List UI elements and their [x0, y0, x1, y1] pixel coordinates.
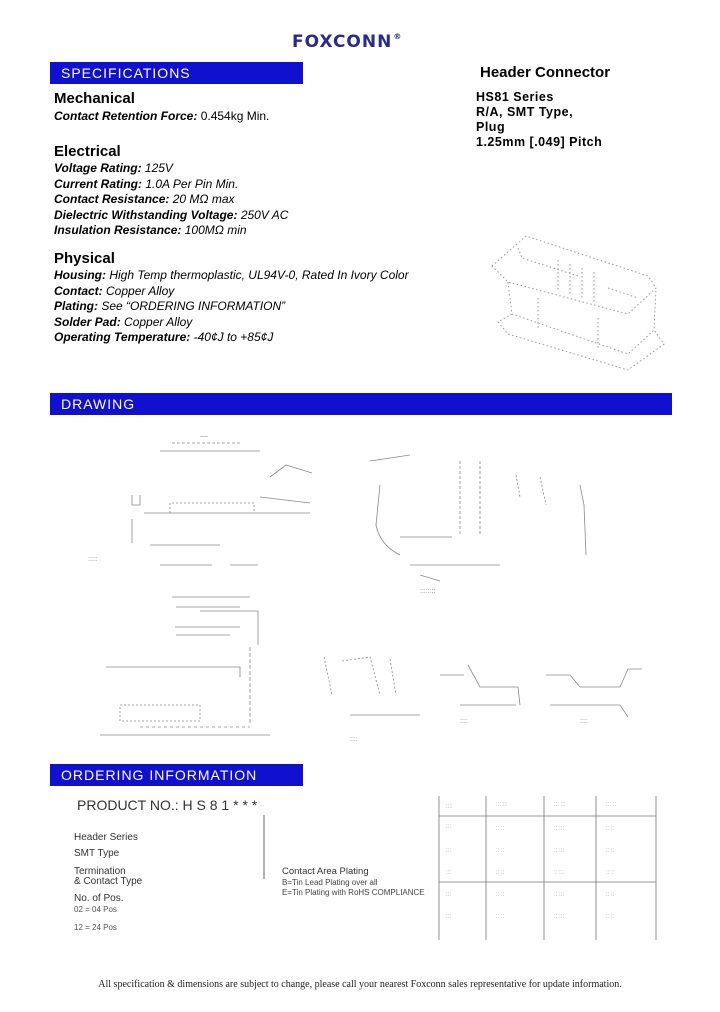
- field-pos-last: 12 = 24 Pos: [74, 923, 117, 932]
- svg-text::: ::: :: ::: [496, 870, 505, 876]
- svg-text::::: :::: [446, 892, 452, 898]
- spec-label: Housing: [54, 268, 102, 282]
- product-series: HS81 Series: [476, 90, 554, 104]
- svg-text:::::: ::::: [446, 804, 453, 810]
- spec-value: 20 MΩ max: [172, 192, 235, 206]
- foxconn-logo: [292, 32, 402, 52]
- technical-drawing: [80, 425, 680, 755]
- svg-text:::: ::: ::: ::: [606, 802, 617, 808]
- svg-text:::: :::: ::: :::: [554, 802, 566, 808]
- field-header-series: Header Series: [74, 832, 138, 843]
- product-type: R/A, SMT Type,: [476, 105, 574, 119]
- field-smt-type: SMT Type: [74, 848, 120, 859]
- logo-text: FOXCONN: [292, 32, 393, 52]
- svg-text::: ::: :: ::: [606, 892, 615, 898]
- spec-line: Operating Temperature: -40¢J to +85¢J: [54, 330, 274, 344]
- connector-illustration: [478, 218, 678, 383]
- ordering-information-bar: [50, 764, 303, 786]
- product-kind: Plug: [476, 120, 506, 134]
- svg-text::: :::: :: :::: [554, 870, 565, 876]
- plating-option-e: E=Tin Plating with RoHS COMPLIANCE: [282, 888, 425, 897]
- field-pos-first: 02 = 04 Pos: [74, 905, 117, 914]
- svg-text:::::: ::::: [580, 718, 588, 725]
- spec-value: High Temp thermoplastic, UL94V-0, Rated In Ivory Color: [109, 268, 409, 282]
- svg-text:~~: ~~: [200, 434, 209, 441]
- field-termination: Termination: [74, 866, 126, 877]
- spec-line: Voltage Rating: 125V: [54, 161, 173, 175]
- svg-text::: :::: :: :::: [554, 892, 565, 898]
- spec-label: Operating Temperature: [54, 330, 187, 344]
- svg-text:::: :::: ::: :::: [496, 802, 508, 808]
- spec-value: Copper Alloy: [124, 314, 193, 329]
- product-title: Header Connector: [480, 64, 611, 81]
- spec-label: Voltage Rating: [54, 161, 138, 175]
- svg-text::: ::: :: ::: [496, 892, 505, 898]
- svg-text::::: :::: [446, 848, 452, 854]
- svg-text::: :::: :: :::: [554, 914, 565, 920]
- spec-label: Dielectric Withstanding Voltage: [54, 207, 234, 222]
- svg-text::: :::: :: :::: [554, 848, 565, 854]
- electrical-list: [54, 161, 288, 239]
- spec-value: Copper Alloy: [106, 283, 175, 298]
- drawing-bar-label: DRAWING: [61, 396, 136, 412]
- spec-value: 100MΩ min: [184, 223, 247, 237]
- spec-label: Plating: [54, 299, 95, 313]
- svg-text::::: :::: [446, 824, 452, 830]
- spec-line: Plating: See “ORDERING INFORMATION”: [54, 299, 286, 313]
- plating-title: Contact Area Plating: [282, 866, 369, 877]
- spec-label: Solder Pad: [54, 314, 117, 329]
- plating-option-b: B=Tin Lead Plating over all: [282, 878, 378, 887]
- product-pitch: 1.25mm [.049] Pitch: [476, 135, 603, 149]
- product-number-label: PRODUCT NO.:: [77, 797, 183, 813]
- spec-line: Contact Retention Force: 0.454kg Min.: [54, 109, 270, 123]
- electrical-heading: Electrical: [54, 143, 121, 160]
- svg-text::: ::: :: ::: [606, 870, 615, 876]
- spec-line: Contact Resistance: 20 MΩ max: [54, 192, 235, 206]
- ordering-table: [436, 796, 658, 942]
- field-contact-type: & Contact Type: [74, 876, 143, 887]
- spec-value: 125V: [144, 161, 173, 175]
- svg-text::::: :::: [446, 914, 452, 920]
- drawing-bar: [50, 393, 672, 415]
- registered-mark: ®: [393, 32, 403, 41]
- ordering-information-bar-label: ORDERING INFORMATION: [61, 767, 258, 783]
- spec-label: Contact: [54, 283, 99, 298]
- footer-note: All specification & dimensions are subject to change, please call your nearest Foxconn sales representative for update information.: [98, 979, 622, 990]
- svg-text::: ::: :: ::: [496, 826, 505, 832]
- spec-line: Solder Pad: Copper Alloy: [54, 314, 193, 329]
- svg-text::: ::: :: ::: [496, 848, 505, 854]
- spec-label: Contact Resistance: [54, 192, 166, 206]
- product-number: [77, 797, 257, 813]
- spec-label: Contact Retention Force: [54, 109, 194, 123]
- spec-value: -40¢J to +85¢J: [193, 330, 274, 344]
- svg-text::: :::: :: :::: [554, 826, 565, 832]
- field-no-of-pos: No. of Pos.: [74, 893, 124, 904]
- svg-text::: ::: :: ::: [496, 914, 505, 920]
- spec-label: Current Rating: [54, 176, 138, 191]
- spec-line: Contact: Copper Alloy: [54, 283, 175, 298]
- svg-text::::::: :::::: [88, 556, 98, 563]
- product-subtitle: [476, 90, 602, 150]
- specifications-bar-label: SPECIFICATIONS: [61, 65, 191, 81]
- svg-text::: ::: :: ::: [606, 848, 615, 854]
- svg-text::::: :::: [446, 870, 452, 876]
- physical-list: [54, 268, 409, 346]
- svg-text:::::: ::::: [350, 736, 358, 743]
- physical-heading: Physical: [54, 250, 115, 267]
- ordering-tree-lines: [140, 815, 300, 940]
- spec-value: 250V AC: [240, 207, 289, 222]
- spec-line: Current Rating: 1.0A Per Pin Min.: [54, 176, 239, 191]
- svg-text::: ::: :: ::: [606, 914, 615, 920]
- spec-value: See “ORDERING INFORMATION”: [101, 299, 286, 313]
- product-number-code: H S 8 1 * * *: [182, 797, 258, 813]
- svg-text::: ::: :: ::: [606, 826, 615, 832]
- specifications-bar: [50, 62, 303, 84]
- spec-line: Housing: High Temp thermoplastic, UL94V-0, Rated In Ivory Color: [54, 268, 409, 282]
- spec-line: Insulation Resistance: 100MΩ min: [54, 223, 247, 237]
- spec-value: 1.0A Per Pin Min.: [145, 176, 239, 191]
- spec-line: Dielectric Withstanding Voltage: 250V AC: [54, 207, 289, 222]
- mechanical-heading: Mechanical: [54, 90, 135, 107]
- svg-text:::::::::: ::::::::: [420, 588, 436, 595]
- svg-text:::::: ::::: [460, 718, 468, 725]
- spec-label: Insulation Resistance: [54, 223, 178, 237]
- spec-value: 0.454kg Min.: [200, 109, 270, 123]
